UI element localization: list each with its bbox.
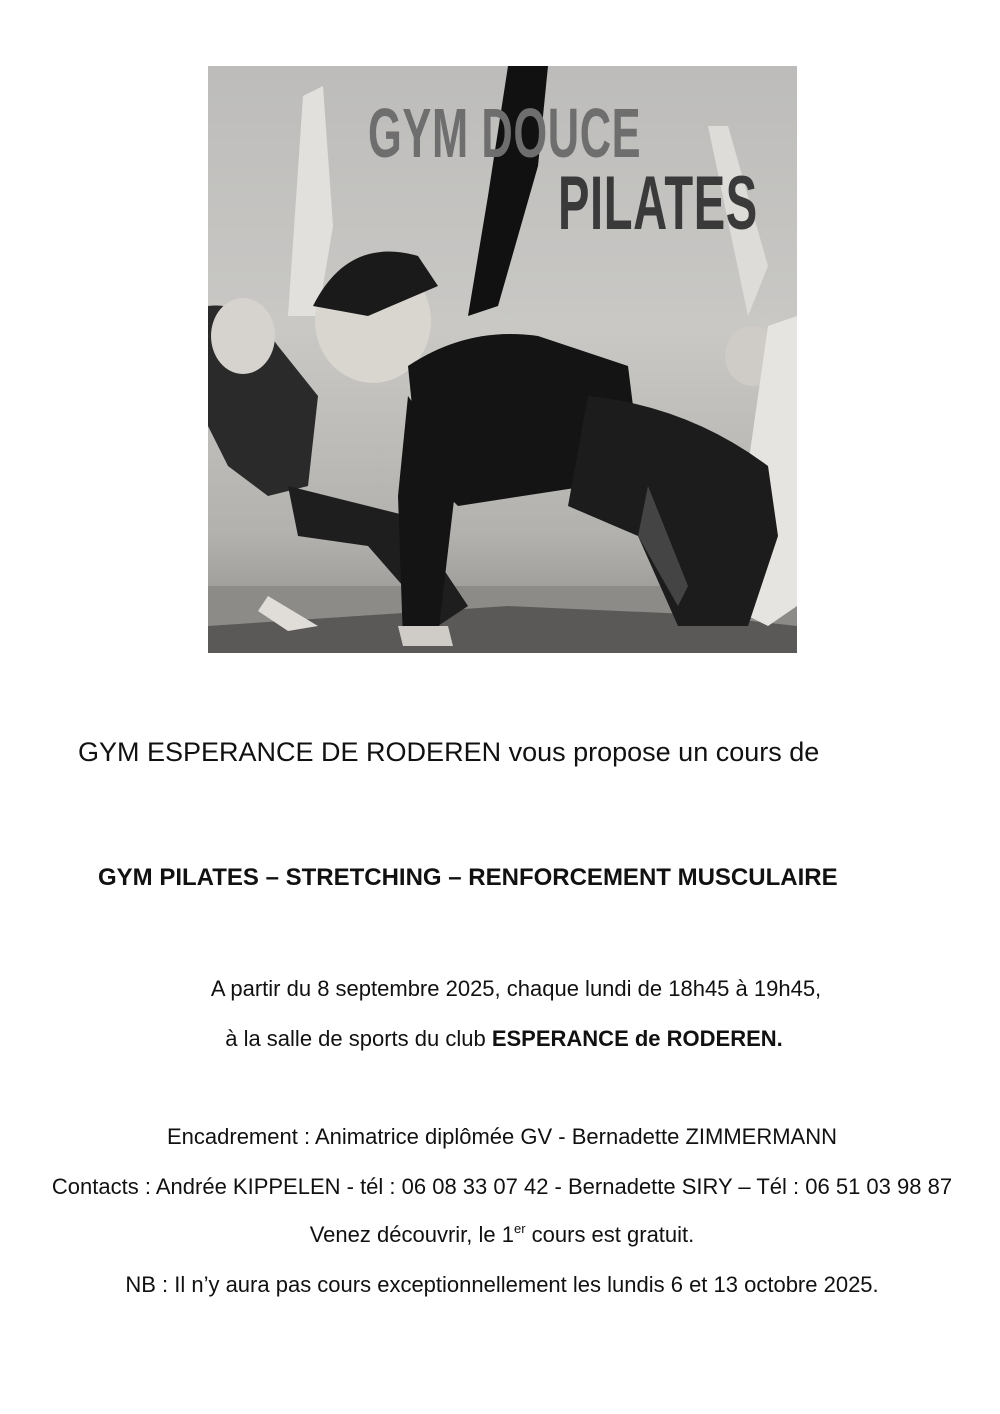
intro-text: GYM ESPERANCE DE RODEREN vous propose un cours de <box>78 737 820 767</box>
schedule-line: A partir du 8 septembre 2025, chaque lundi de 18h45 à 19h45, <box>210 976 822 1001</box>
contacts-line: Contacts : Andrée KIPPELEN - tél : 06 08 33 07 42 - Bernadette SIRY – Tél : 06 51 03 98 87 <box>51 1174 953 1199</box>
pilates-poster-photo <box>208 66 797 653</box>
venue-line <box>4 1026 1000 1052</box>
course-heading: GYM PILATES – STRETCHING – RENFORCEMENT MUSCULAIRE <box>98 864 838 891</box>
invite-suffix: cours est gratuit. <box>525 1222 695 1247</box>
invite-superscript: er <box>513 1221 526 1236</box>
poster-title-line2: PILATES <box>558 161 758 246</box>
venue-club-name: ESPERANCE de RODEREN. <box>491 1026 783 1051</box>
note-line: NB : Il n’y aura pas cours exceptionnellement les lundis 6 et 13 octobre 2025. <box>125 1272 879 1297</box>
invite-prefix: Venez découvrir, le 1 <box>309 1222 514 1247</box>
encadrement-line: Encadrement : Animatrice diplômée GV - Bernadette ZIMMERMANN <box>166 1124 838 1149</box>
invite-line <box>2 1222 1000 1248</box>
venue-prefix: à la salle de sports du club <box>225 1026 492 1051</box>
poster-title-line1: GYM DOUCE <box>368 94 642 172</box>
